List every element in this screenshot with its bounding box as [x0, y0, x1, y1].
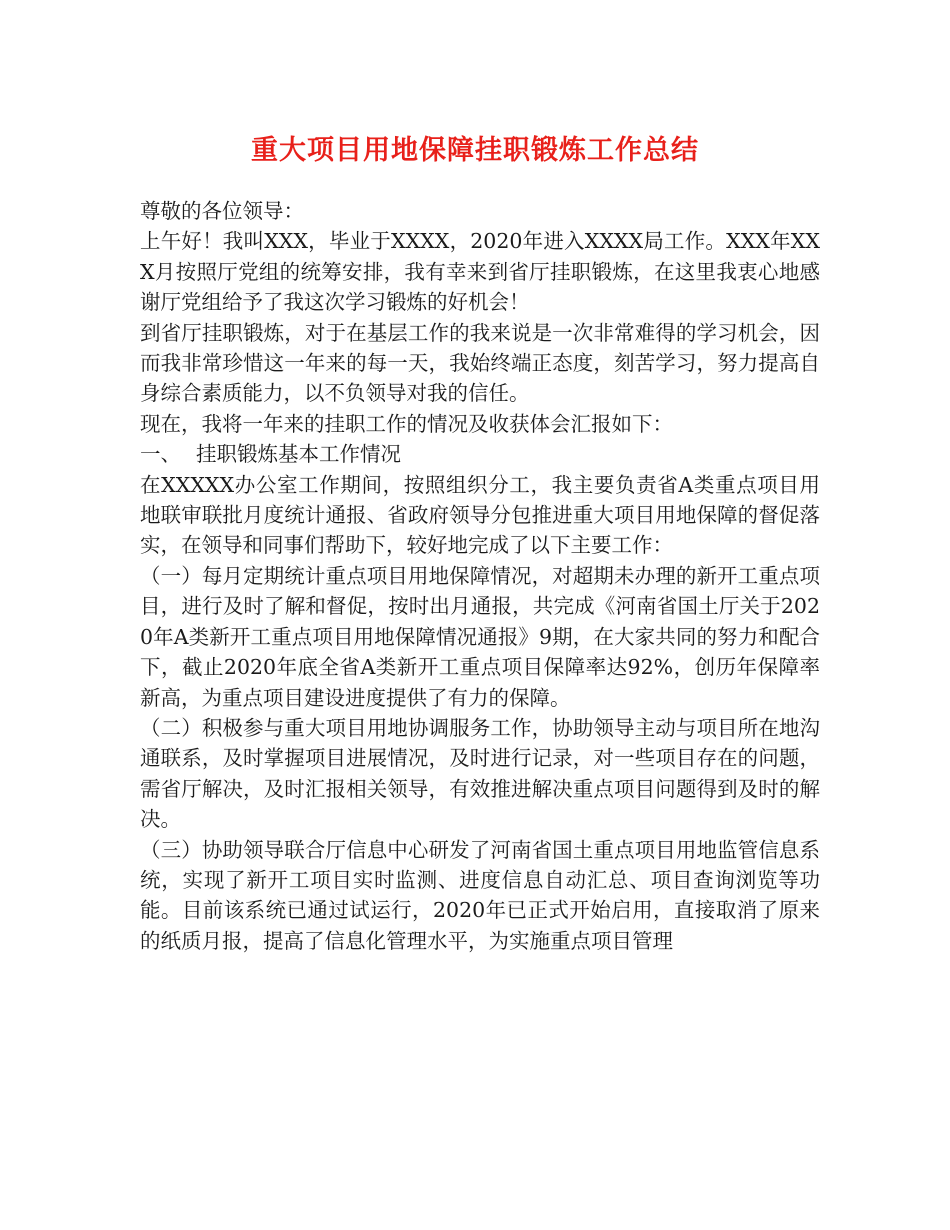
- paragraph-item-1: （一）每月定期统计重点项目用地保障情况，对超期未办理的新开工重点项目，进行及时了解和督促，按时出月通报，共完成《河南省国土厅关于2020年A类新开工重点项目用地保障情况通报》9期，在大家共同的努力和配合下，截止2020年底全省A类新开工重点项目保障率达92%，创历年保障率新高，为重点项目建设进度提供了有力的保障。: [140, 563, 820, 710]
- paragraph-work-overview: 在XXXXX办公室工作期间，按照组织分工，我主要负责省A类重点项目用地联审联批月度统计通报、省政府领导分包推进重大项目用地保障的督促落实，在领导和同事们帮助下，较好地完成了以下主要工作：: [140, 472, 820, 558]
- paragraph-opportunity: 到省厅挂职锻炼，对于在基层工作的我来说是一次非常难得的学习机会，因而我非常珍惜这一年来的每一天，我始终端正态度，刻苦学习，努力提高自身综合素质能力，以不负领导对我的信任。: [140, 320, 820, 406]
- salutation: 尊敬的各位领导：: [140, 199, 304, 223]
- paragraph-item-2: （二）积极参与重大项目用地协调服务工作，协助领导主动与项目所在地沟通联系，及时掌握项目进展情况，及时进行记录，对一些项目存在的问题，需省厅解决，及时汇报相关领导，有效推进解决重点项目问题得到及时的解决。: [140, 715, 820, 832]
- section-number: 一、: [140, 442, 181, 467]
- paragraph-intro: 上午好！我叫XXX，毕业于XXXX，2020年进入XXXX局工作。XXX年XXX月按照厅党组的统筹安排，我有幸来到省厅挂职锻炼，在这里我衷心地感谢厅党组给予了我这次学习锻炼的好机会！: [140, 229, 820, 315]
- paragraph-report-lead: 现在，我将一年来的挂职工作的情况及收获体会汇报如下：: [140, 411, 673, 436]
- document-title: 重大项目用地保障挂职锻炼工作总结: [251, 135, 699, 166]
- section-heading-text: 挂职锻炼基本工作情况: [196, 442, 401, 467]
- document-body: [140, 196, 820, 956]
- section-heading: [140, 439, 820, 469]
- paragraph-item-3: （三）协助领导联合厅信息中心研发了河南省国土重点项目用地监管信息系统，实现了新开工项目实时监测、进度信息自动汇总、项目查询浏览等功能。目前该系统已通过试运行，2020年已正式开始启用，直接取消了原来的纸质月报，提高了信息化管理水平，为实施重点项目管理: [140, 837, 820, 953]
